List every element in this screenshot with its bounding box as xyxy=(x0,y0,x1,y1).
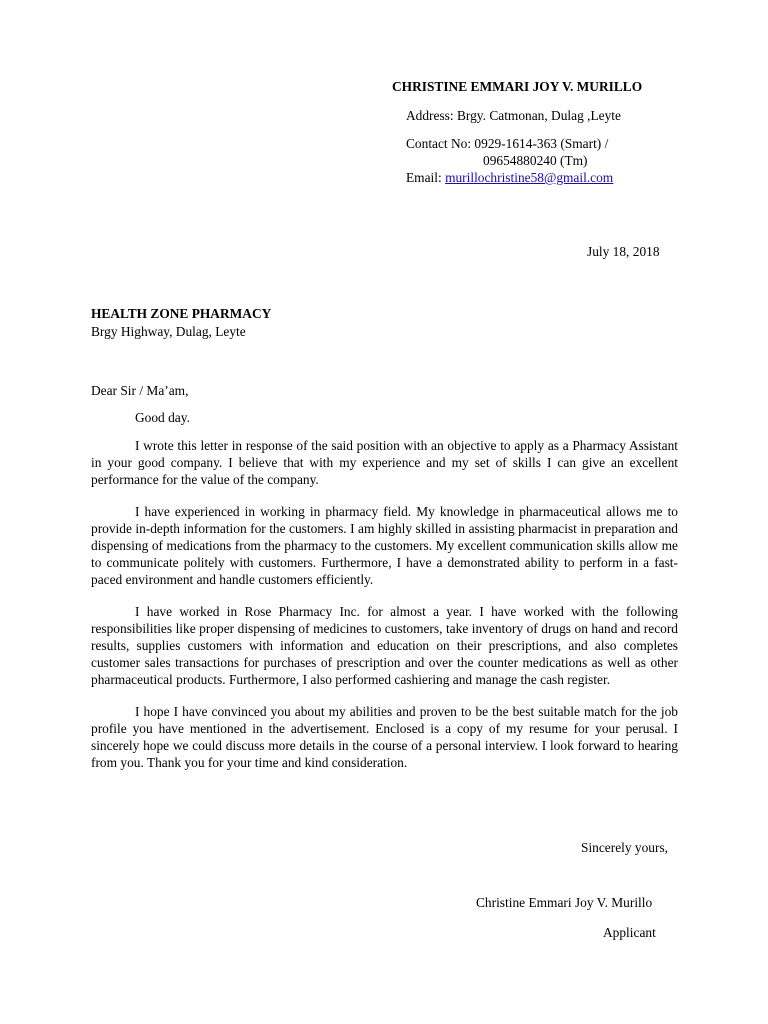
email-link[interactable]: murillochristine58@gmail.com xyxy=(445,170,614,185)
body-paragraph-1: I wrote this letter in response of the said position with an objective to apply as a Pharmacy Assistant in your good company. I believe that with my experience and my set of skills I can give an excellent performance for the value of the company. xyxy=(91,438,678,488)
sender-email-line xyxy=(406,170,613,186)
sender-contact-line2: 09654880240 (Tm) xyxy=(483,153,588,168)
sender-contact-line1: Contact No: 0929-1614-363 (Smart) / xyxy=(406,136,609,151)
signature-name: Christine Emmari Joy V. Murillo xyxy=(476,895,653,910)
recipient-address: Brgy Highway, Dulag, Leyte xyxy=(91,324,246,339)
body-paragraph-2: I have experienced in working in pharmacy field. My knowledge in pharmaceutical allows me to provide in-depth information for the customers. I am highly skilled in assisting pharmacist in preparation and dispensing of medications from the pharmacy to the customers. My excellent communication skills allow me to communicate politely with customers. Furthermore, I have a demonstrated ability to perform in a fast-paced environment and handle customers efficiently. xyxy=(91,503,678,588)
closing: Sincerely yours, xyxy=(581,840,669,855)
letter-date: July 18, 2018 xyxy=(587,244,660,259)
salutation: Dear Sir / Ma’am, xyxy=(91,383,189,398)
sender-name: CHRISTINE EMMARI JOY V. MURILLO xyxy=(392,79,643,94)
body-paragraph-3: I have worked in Rose Pharmacy Inc. for almost a year. I have worked with the following responsibilities like proper dispensing of medicines to customers, take inventory of drugs on hand and record results, supplies customers with information and education on their prescriptions, and also completes customer sales transactions for purchases of prescription and over the counter medications as well as other pharmaceutical products. Furthermore, I also performed cashiering and manage the cash register. xyxy=(91,603,678,688)
email-label: Email: xyxy=(406,170,446,185)
signature-title: Applicant xyxy=(603,925,656,940)
recipient-name: HEALTH ZONE PHARMACY xyxy=(91,306,272,321)
greeting: Good day. xyxy=(135,410,190,425)
sender-address: Address: Brgy. Catmonan, Dulag ,Leyte xyxy=(406,108,621,123)
letter-body xyxy=(91,437,678,785)
body-paragraph-4: I hope I have convinced you about my abilities and proven to be the best suitable match for the job profile you have mentioned in the advertisement. Enclosed is a copy of my resume for your perusal. I sincerely hope we could discuss more details in the course of a personal interview. I look forward to hearing from you. Thank you for your time and kind consideration. xyxy=(91,703,678,771)
